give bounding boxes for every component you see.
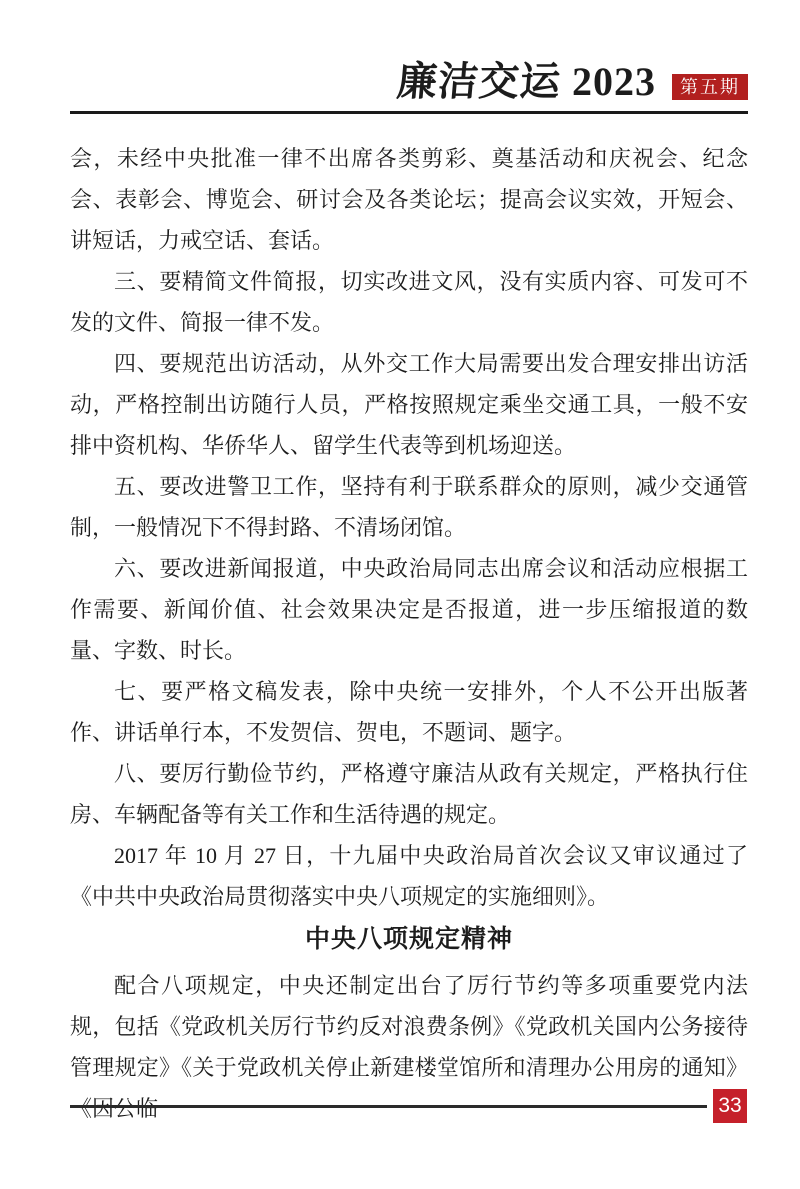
masthead-year: 2023: [572, 59, 656, 104]
section-heading: 中央八项规定精神: [304, 925, 513, 953]
paragraph-continuation: 会，未经中央批准一律不出席各类剪彩、奠基活动和庆祝会、纪念会、表彰会、博览会、研讨会及各类论坛；提高会议实效，开短会、讲短话，力戒空话、套话。: [70, 146, 748, 253]
article-body: [70, 138, 748, 1129]
paragraph-rule-6: 六、要改进新闻报道，中央政治局同志出席会议和活动应根据工作需要、新闻价值、社会效果决定是否报道，进一步压缩报道的数量、字数、时长。: [70, 556, 748, 663]
masthead-name: 廉洁交运: [395, 59, 564, 104]
page-number-badge: 33: [713, 1089, 747, 1123]
paragraph-2017-meeting: 2017 年 10 月 27 日，十九届中央政治局首次会议又审议通过了《中共中央政治局贯彻落实中央八项规定的实施细则》。: [70, 843, 748, 909]
footer-rule: [70, 1105, 707, 1108]
paragraph-rule-3: 三、要精简文件简报，切实改进文风，没有实质内容、可发可不发的文件、简报一律不发。: [70, 269, 748, 335]
paragraph-closing: 配合八项规定，中央还制定出台了厉行节约等多项重要党内法规，包括《党政机关厉行节约反对浪费条例》《党政机关国内公务接待管理规定》《关于党政机关停止新建楼堂馆所和清理办公用房的通知》《因公临: [70, 973, 748, 1121]
paragraph-rule-8: 八、要厉行勤俭节约，严格遵守廉洁从政有关规定，严格执行住房、车辆配备等有关工作和生活待遇的规定。: [70, 761, 748, 827]
paragraph-rule-7: 七、要严格文稿发表，除中央统一安排外，个人不公开出版著作、讲话单行本，不发贺信、贺电，不题词、题字。: [70, 679, 748, 745]
paragraph-rule-5: 五、要改进警卫工作，坚持有利于联系群众的原则，减少交通管制，一般情况下不得封路、不清场闭馆。: [70, 474, 748, 540]
page-header: [70, 0, 748, 114]
masthead-title: [395, 59, 656, 104]
paragraph-rule-4: 四、要规范出访活动，从外交工作大局需要出发合理安排出访活动，严格控制出访随行人员，严格按照规定乘坐交通工具，一般不安排中资机构、华侨华人、留学生代表等到机场迎送。: [70, 351, 748, 458]
issue-badge: 第五期: [672, 74, 748, 100]
